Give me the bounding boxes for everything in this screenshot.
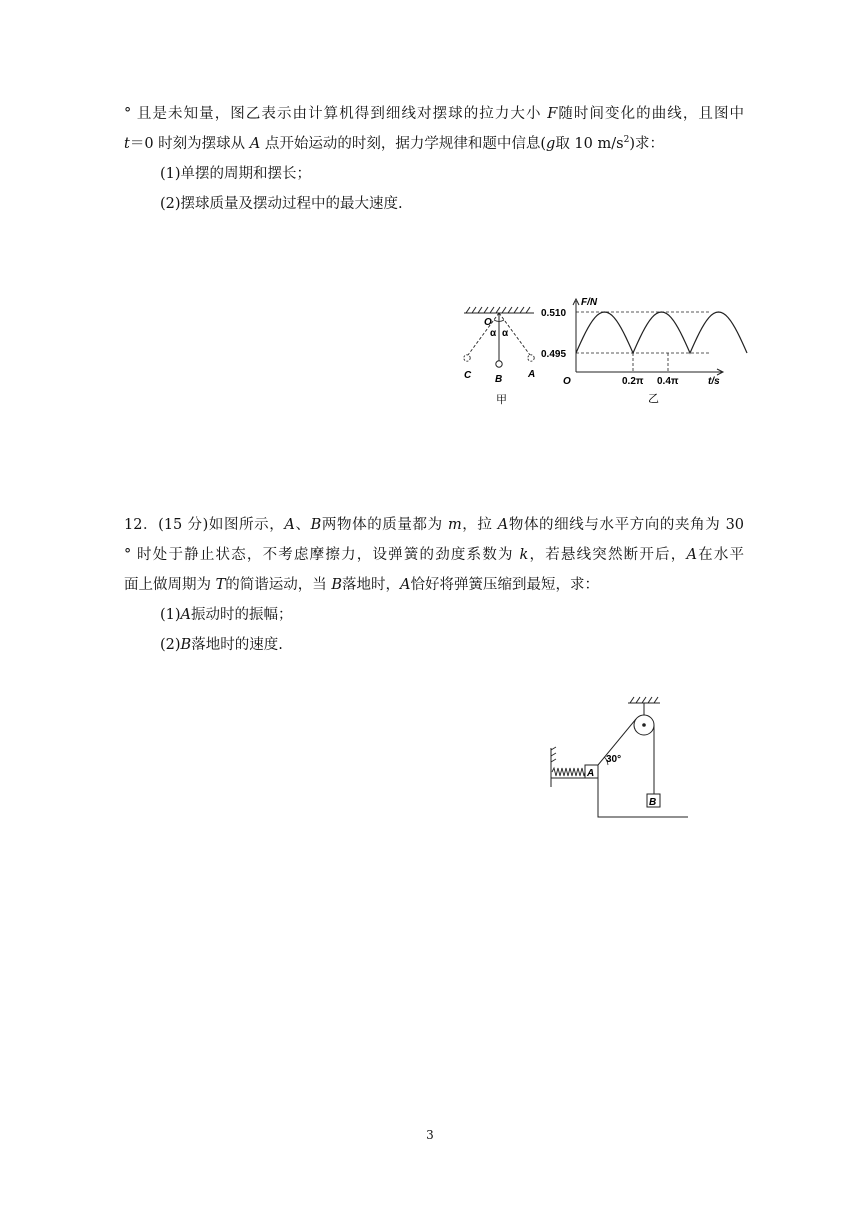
caption-yi: 乙: [648, 393, 659, 405]
q11-line-2: t＝0 时刻为摆球从 A 点开始运动的时刻，据力学规律和题中信息(g取 10 $m/s^2$)求：: [124, 135, 664, 152]
label-c: C: [464, 370, 472, 381]
y-tick-low: 0.495: [541, 349, 567, 360]
label-alpha-left: α: [490, 328, 497, 339]
ceiling-hatch: [464, 307, 534, 313]
label-angle: 30°: [606, 754, 622, 765]
force-time-chart: [541, 295, 730, 405]
y-axis-label: F/N: [581, 297, 598, 308]
label-b: B: [495, 374, 503, 385]
pulley-axle: [642, 723, 646, 727]
label-block-a: A: [587, 768, 595, 779]
x-axis-label: t/s: [708, 376, 720, 387]
ceiling-hatch-q12: [628, 697, 660, 703]
q11-line-1: ° 且是未知量，图乙表示由计算机得到细线对摆球的拉力大小 F随时间变化的曲线，且图中: [124, 106, 745, 122]
x-tick-2: 0.4π: [657, 376, 679, 387]
label-o: O: [484, 317, 492, 328]
label-a: A: [528, 369, 536, 380]
q12-line-1: 12．(15 分)如图所示，A、B两物体的质量都为 m，拉 A物体的细线与水平方向的夹角为 30: [124, 517, 745, 533]
ball-b: [496, 361, 502, 367]
q12-subquestion-1: (1)A振动时的振幅；: [160, 607, 293, 623]
q12-line-3: 面上做周期为 T的简谐运动，当 B落地时，A恰好将弹簧压缩到最短，求：: [124, 577, 600, 593]
table-surface: [551, 778, 688, 817]
spring-pulley-figure: [548, 692, 688, 822]
q12-subquestion-2: (2)B落地时的速度.: [160, 637, 283, 653]
force-curve: [576, 312, 747, 353]
q11-subquestion-2: (2)摆球质量及摆动过程中的最大速度.: [160, 196, 403, 212]
ball-c: [464, 355, 470, 361]
ball-a: [528, 355, 534, 361]
label-alpha-right: α: [502, 328, 509, 339]
y-tick-high: 0.510: [541, 308, 567, 319]
caption-jia: 甲: [496, 394, 507, 406]
spring: [552, 768, 585, 776]
q11-subquestion-1: (1)单摆的周期和摆长；: [160, 166, 312, 182]
pendulum-figure: [458, 305, 548, 405]
origin-label: O: [563, 376, 571, 387]
q12-line-2: ° 时处于静止状态，不考虑摩擦力，设弹簧的劲度系数为 k，若悬线突然断开后，A在水平: [124, 547, 745, 563]
label-block-b: B: [649, 797, 657, 808]
x-tick-1: 0.2π: [622, 376, 644, 387]
wall-hatch: [551, 747, 556, 762]
page-number: 3: [426, 1128, 434, 1142]
